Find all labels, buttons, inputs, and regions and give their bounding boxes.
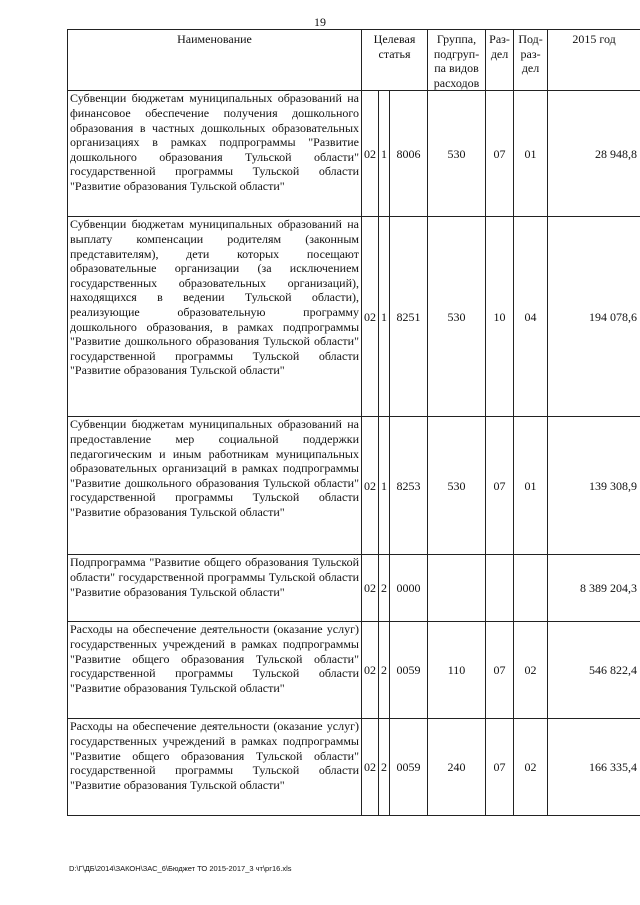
code-direction: 8251 (390, 217, 428, 417)
code-direction: 0059 (390, 622, 428, 719)
subsection-code: 04 (514, 217, 548, 417)
header-year: 2015 год (548, 30, 640, 91)
row-name: Расходы на обеспечение деятельности (оказание услуг) государственных учреждений в рамках подпрограммы "Развитие общего образования Тульской области" государственной программы Тульской области "Развитие образования Тульской области" (68, 719, 362, 816)
subsection-code (514, 555, 548, 622)
group-code: 110 (428, 622, 486, 719)
header-group: Группа, подгруп-па видов расходов (428, 30, 486, 91)
section-code: 10 (486, 217, 514, 417)
amount: 194 078,6 (548, 217, 640, 417)
subsection-code: 02 (514, 719, 548, 816)
table-row (68, 555, 640, 622)
code-subprogram: 2 (379, 555, 390, 622)
code-direction: 8253 (390, 417, 428, 555)
code-program: 02 (362, 91, 379, 217)
amount: 139 308,9 (548, 417, 640, 555)
section-code (486, 555, 514, 622)
table-row (68, 622, 640, 719)
row-name: Субвенции бюджетам муниципальных образований на финансовое обеспечение получения дошкольного образования в частных дошкольных образовательных организациях в рамках подпрограммы "Развитие дошкольного образования Тульской области" государственной программы Тульской области "Развитие образования Тульской области" (68, 91, 362, 217)
amount: 546 822,4 (548, 622, 640, 719)
group-code (428, 555, 486, 622)
section-code: 07 (486, 622, 514, 719)
page-number: 19 (314, 15, 326, 29)
row-name: Субвенции бюджетам муниципальных образований на предоставление мер социальной поддержки педагогическим и иным работникам муниципальных образовательных организаций в рамках подпрограммы "Развитие дошкольного образования Тульской области" государственной программы Тульской области "Развитие образования Тульской области" (68, 417, 362, 555)
file-path-footer: D:\Г\ДБ\2014\ЗАКОН\ЗАС_6\Бюджет ТО 2015-2017_3 чт\рг16.xls (69, 864, 292, 873)
subsection-code: 01 (514, 417, 548, 555)
code-program: 02 (362, 217, 379, 417)
table-row (68, 417, 640, 555)
budget-table (67, 29, 640, 816)
code-direction: 8006 (390, 91, 428, 217)
table-row (68, 91, 640, 217)
table-row (68, 719, 640, 816)
code-subprogram: 2 (379, 719, 390, 816)
row-name: Субвенции бюджетам муниципальных образований на выплату компенсации родителям (законным представителям), дети которых посещают образовательные организации (за исключением государственных образовательных организаций), находящихся в ведении Тульской области), реализующие образовательную программу дошкольного образования, в рамках подпрограммы "Развитие дошкольного образования Тульской области" государственной программы Тульской области "Развитие образования Тульской области" (68, 217, 362, 417)
header-subsection: Под-раз-дел (514, 30, 548, 91)
code-subprogram: 1 (379, 91, 390, 217)
code-program: 02 (362, 417, 379, 555)
group-code: 530 (428, 417, 486, 555)
code-direction: 0000 (390, 555, 428, 622)
group-code: 530 (428, 217, 486, 417)
section-code: 07 (486, 719, 514, 816)
header-name: Наименование (68, 30, 362, 91)
table-header-row (68, 30, 640, 91)
code-program: 02 (362, 622, 379, 719)
group-code: 530 (428, 91, 486, 217)
group-code: 240 (428, 719, 486, 816)
subsection-code: 02 (514, 622, 548, 719)
amount: 8 389 204,3 (548, 555, 640, 622)
section-code: 07 (486, 91, 514, 217)
code-program: 02 (362, 719, 379, 816)
code-subprogram: 1 (379, 217, 390, 417)
code-subprogram: 2 (379, 622, 390, 719)
row-name: Подпрограмма "Развитие общего образования Тульской области" государственной программы Тульской области "Развитие образования Тульской области" (68, 555, 362, 622)
section-code: 07 (486, 417, 514, 555)
code-program: 02 (362, 555, 379, 622)
subsection-code: 01 (514, 91, 548, 217)
code-direction: 0059 (390, 719, 428, 816)
row-name: Расходы на обеспечение деятельности (оказание услуг) государственных учреждений в рамках подпрограммы "Развитие общего образования Тульской области" государственной программы Тульской области "Развитие образования Тульской области" (68, 622, 362, 719)
table-row (68, 217, 640, 417)
code-subprogram: 1 (379, 417, 390, 555)
amount: 166 335,4 (548, 719, 640, 816)
header-target-article: Целевая статья (362, 30, 428, 91)
header-section: Раз-дел (486, 30, 514, 91)
amount: 28 948,8 (548, 91, 640, 217)
